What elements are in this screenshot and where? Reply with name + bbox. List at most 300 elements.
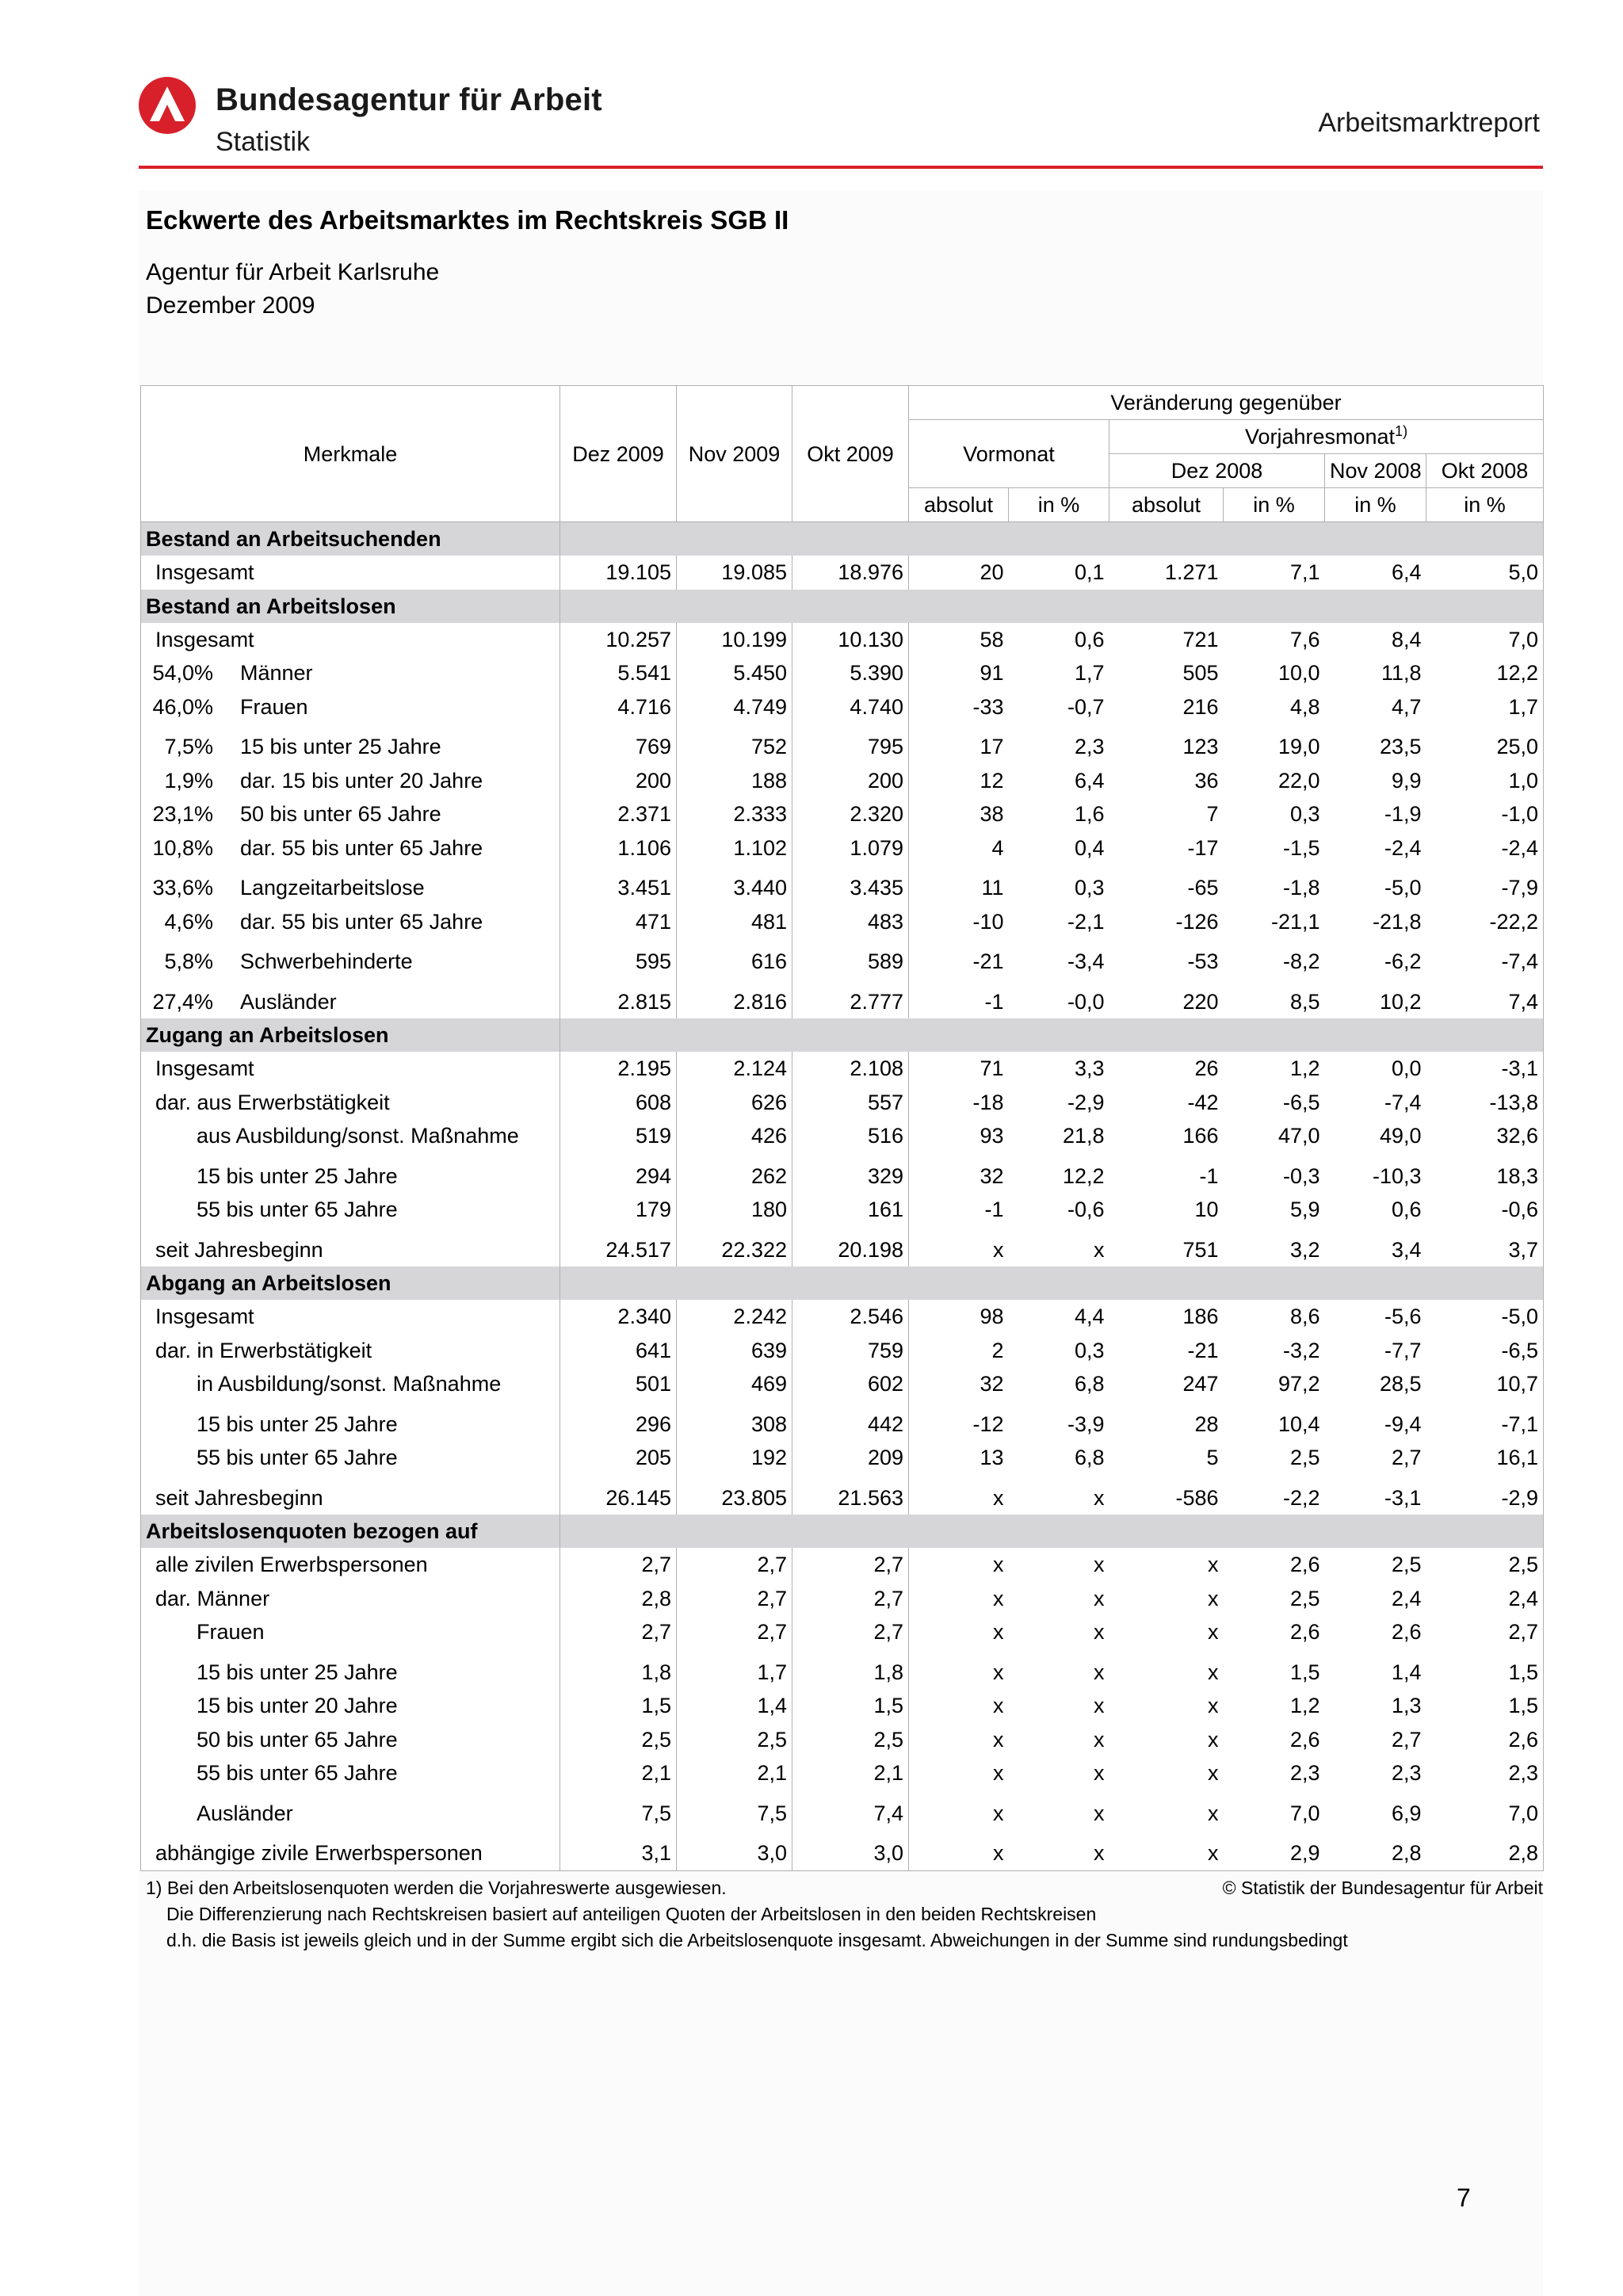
- value-cell: 36: [1194, 768, 1219, 793]
- value-cell: 1,7: [1074, 661, 1105, 686]
- value-cell: 296: [560, 1401, 677, 1442]
- row-label-cell: [141, 1367, 560, 1401]
- value-cell: -126: [1175, 909, 1219, 934]
- table-row: [141, 1334, 1544, 1368]
- row-label: Langzeitarbeitslose: [240, 876, 425, 900]
- header-vormonat-absolut: absolut: [909, 488, 1009, 522]
- value-cell: 4.749: [677, 690, 792, 724]
- value-cell: 21,8: [1062, 1124, 1105, 1148]
- row-label: seit Jahresbeginn: [155, 1485, 323, 1510]
- row-label-cell: [141, 1830, 560, 1870]
- value-cell: 19.105: [560, 556, 677, 590]
- header-nov-2009: Nov 2009: [677, 386, 792, 522]
- value-cell: 23.805: [677, 1475, 792, 1515]
- row-label-wrap: [146, 1689, 555, 1722]
- value-cell: 2,3: [1426, 1756, 1544, 1790]
- footnote-marker: 1): [1395, 423, 1408, 439]
- value-cell: 2.124: [677, 1052, 792, 1086]
- row-label-wrap: [146, 797, 555, 831]
- value-cell: 1,0: [1426, 764, 1544, 798]
- row-label-cell: [141, 1300, 560, 1334]
- value-cell: 123: [1182, 735, 1219, 759]
- value-cell: 4.716: [560, 690, 677, 724]
- vorjahresmonat-label: Vorjahresmonat: [1244, 425, 1396, 449]
- value-cell: 2.777: [792, 979, 909, 1019]
- section-label: Bestand an Arbeitsuchenden: [141, 522, 560, 556]
- value-cell: 759: [792, 1334, 909, 1368]
- value-cell: 20: [909, 556, 1009, 590]
- value-cell: 24.517: [560, 1227, 677, 1267]
- value-cell: 32,6: [1426, 1119, 1544, 1153]
- value-cell: x: [1208, 1801, 1219, 1825]
- value-cell: -3,1: [1426, 1052, 1544, 1086]
- value-cell: 7,0: [1289, 1801, 1320, 1825]
- value-cell: -3,1: [1384, 1485, 1422, 1510]
- footnote-line-1: 1) Bei den Arbeitslosenquoten werden die Vorjahreswerte ausgewiesen.: [146, 1878, 727, 1898]
- row-label: Frauen: [240, 694, 308, 719]
- row-label-wrap: [146, 1052, 555, 1085]
- value-cell: 49,0: [1379, 1124, 1422, 1148]
- row-label-wrap: [146, 1481, 555, 1515]
- table-row: [141, 1475, 1544, 1515]
- value-cell: -1,0: [1426, 797, 1544, 831]
- value-cell: 5,0: [1426, 556, 1544, 590]
- value-cell: 2.546: [792, 1300, 909, 1334]
- header-okt-2008: Okt 2008: [1426, 454, 1544, 488]
- row-label-wrap: [146, 871, 555, 904]
- share-percent: 5,8%: [164, 949, 213, 974]
- row-label-cell: [141, 1401, 560, 1442]
- value-cell: 721: [1182, 627, 1219, 651]
- value-cell: 200: [560, 764, 677, 798]
- value-cell: 18.976: [792, 556, 909, 590]
- value-cell: x: [1094, 1660, 1105, 1684]
- value-cell: -21,8: [1372, 909, 1422, 934]
- value-cell: -2,9: [1426, 1475, 1544, 1515]
- value-cell: 2,7: [1426, 1615, 1544, 1649]
- value-cell: 1.079: [792, 831, 909, 865]
- row-label-wrap: [146, 1441, 555, 1474]
- value-cell: 2.333: [677, 797, 792, 831]
- value-cell: 2,8: [1325, 1830, 1426, 1870]
- value-cell: 4.740: [792, 690, 909, 724]
- value-cell: 752: [677, 724, 792, 764]
- row-label-wrap: [146, 831, 555, 865]
- value-cell: -21,1: [1270, 909, 1320, 934]
- header-nov-2008-pct: in %: [1325, 488, 1426, 522]
- value-cell: -17: [1187, 835, 1219, 860]
- table-row: [141, 1193, 1544, 1227]
- value-cell: x: [909, 1723, 1009, 1757]
- value-cell: -0,7: [1067, 694, 1105, 719]
- value-cell: 2,5: [792, 1723, 909, 1757]
- value-cell: 0,6: [1391, 1198, 1422, 1222]
- row-label-wrap: [146, 556, 555, 589]
- value-cell: 2,7: [677, 1548, 792, 1582]
- table-row: [141, 556, 1544, 590]
- row-label-cell: [141, 623, 560, 657]
- value-cell: 18,3: [1426, 1153, 1544, 1194]
- value-cell: x: [909, 1689, 1009, 1723]
- row-label-cell: [141, 690, 560, 724]
- value-cell: 308: [677, 1401, 792, 1442]
- value-cell: -2,2: [1282, 1485, 1320, 1510]
- row-label-wrap: [146, 690, 555, 724]
- value-cell: -7,4: [1384, 1090, 1422, 1114]
- row-label-cell: [141, 1723, 560, 1757]
- header-okt-2008-pct: in %: [1426, 488, 1544, 522]
- row-label: dar. aus Erwerbstätigkeit: [155, 1090, 390, 1114]
- row-label-wrap: [146, 1408, 555, 1441]
- row-label-cell: [141, 1086, 560, 1120]
- value-cell: -10,3: [1372, 1163, 1422, 1188]
- ba-logo-icon: [139, 77, 196, 134]
- value-cell: 8,6: [1289, 1305, 1320, 1329]
- row-label-cell: [141, 1153, 560, 1194]
- value-cell: 2,7: [677, 1615, 792, 1649]
- value-cell: 501: [560, 1367, 677, 1401]
- row-label-wrap: [146, 1367, 555, 1400]
- row-label-cell: [141, 1689, 560, 1723]
- value-cell: x: [1208, 1761, 1219, 1786]
- share-percent: 27,4%: [152, 989, 213, 1014]
- value-cell: x: [1208, 1727, 1219, 1752]
- section-filler: [560, 1266, 1544, 1300]
- value-cell: -42: [1187, 1090, 1219, 1114]
- value-cell: 10,4: [1277, 1412, 1320, 1436]
- value-cell: 2.816: [677, 979, 792, 1019]
- row-label-wrap: [146, 1159, 555, 1193]
- value-cell: 2,5: [677, 1723, 792, 1757]
- value-cell: -7,9: [1426, 865, 1544, 905]
- value-cell: 2.815: [560, 979, 677, 1019]
- value-cell: 2,6: [1289, 1553, 1320, 1577]
- value-cell: x: [1094, 1801, 1105, 1825]
- header-vorjahr-pct: in %: [1224, 488, 1325, 522]
- value-cell: 22,0: [1277, 768, 1320, 793]
- value-cell: -13,8: [1426, 1086, 1544, 1120]
- table-row: [141, 831, 1544, 865]
- value-cell: 10,7: [1426, 1367, 1544, 1401]
- row-label-wrap: [146, 1582, 555, 1615]
- row-label-wrap: [146, 1334, 555, 1367]
- value-cell: -33: [909, 690, 1009, 724]
- value-cell: 13: [909, 1441, 1009, 1475]
- value-cell: 5,9: [1289, 1198, 1320, 1222]
- value-cell: 2,3: [1074, 735, 1105, 759]
- table-row: [141, 1615, 1544, 1649]
- value-cell: 12,2: [1062, 1163, 1105, 1188]
- row-label-cell: [141, 1475, 560, 1515]
- value-cell: 1,5: [560, 1689, 677, 1723]
- value-cell: -6,5: [1426, 1334, 1544, 1368]
- value-cell: 91: [909, 656, 1009, 690]
- row-label: aus Ausbildung/sonst. Maßnahme: [197, 1124, 519, 1148]
- table-row: [141, 1367, 1544, 1401]
- value-cell: 2,7: [677, 1582, 792, 1616]
- value-cell: 2.108: [792, 1052, 909, 1086]
- table-row: [141, 764, 1544, 798]
- value-cell: -3,9: [1067, 1412, 1105, 1436]
- value-cell: -0,6: [1426, 1193, 1544, 1227]
- row-label-cell: [141, 1756, 560, 1790]
- row-label-cell: [141, 1441, 560, 1475]
- page-number: 7: [1457, 2183, 1471, 2212]
- section-filler: [560, 522, 1544, 556]
- table-row: [141, 1830, 1544, 1870]
- value-cell: x: [1094, 1586, 1105, 1610]
- value-cell: 2.340: [560, 1300, 677, 1334]
- value-cell: 32: [909, 1367, 1009, 1401]
- row-label: dar. in Erwerbstätigkeit: [155, 1338, 372, 1362]
- value-cell: 602: [792, 1367, 909, 1401]
- table-row: [141, 1119, 1544, 1153]
- value-cell: x: [1094, 1620, 1105, 1645]
- value-cell: 2,7: [560, 1548, 677, 1582]
- header-vormonat: Vormonat: [909, 420, 1109, 488]
- row-label-cell: [141, 1119, 560, 1153]
- table-row: [141, 1582, 1544, 1616]
- section-header-row: [141, 1515, 1544, 1548]
- value-cell: 179: [560, 1193, 677, 1227]
- row-label-cell: [141, 865, 560, 905]
- value-cell: 2,9: [1224, 1830, 1325, 1870]
- value-cell: 1,5: [1426, 1689, 1544, 1723]
- value-cell: x: [909, 1227, 1009, 1267]
- value-cell: 5: [1206, 1446, 1219, 1470]
- header-divider: [139, 166, 1543, 169]
- share-percent: 33,6%: [152, 876, 213, 900]
- value-cell: 2.242: [677, 1300, 792, 1334]
- row-label-wrap: [146, 945, 555, 978]
- row-label: 55 bis unter 65 Jahre: [197, 1198, 398, 1222]
- row-label-cell: [141, 1334, 560, 1368]
- section-filler: [560, 1018, 1544, 1052]
- value-cell: x: [1208, 1694, 1219, 1718]
- value-cell: 26: [1194, 1056, 1219, 1081]
- value-cell: 589: [792, 938, 909, 979]
- value-cell: 5.541: [560, 656, 677, 690]
- value-cell: 608: [560, 1086, 677, 1120]
- row-label-cell: [141, 905, 560, 939]
- value-cell: 220: [1182, 989, 1219, 1014]
- header-vorjahresmonat: [1109, 420, 1544, 454]
- value-cell: 2.371: [560, 797, 677, 831]
- value-cell: 28,5: [1379, 1372, 1422, 1396]
- value-cell: 2,7: [1391, 1727, 1422, 1752]
- row-label: dar. 15 bis unter 20 Jahre: [240, 768, 483, 793]
- value-cell: 161: [792, 1193, 909, 1227]
- value-cell: x: [909, 1475, 1009, 1515]
- value-cell: 2,6: [1426, 1723, 1544, 1757]
- value-cell: 2,7: [792, 1548, 909, 1582]
- table-row: [141, 1052, 1544, 1086]
- org-subtitle: Statistik: [216, 127, 311, 157]
- share-percent: 54,0%: [152, 661, 213, 686]
- value-cell: -12: [909, 1401, 1009, 1442]
- value-cell: -2,9: [1067, 1090, 1105, 1114]
- value-cell: 0,3: [1074, 1338, 1105, 1362]
- row-label: 50 bis unter 65 Jahre: [197, 1727, 398, 1752]
- value-cell: -5,0: [1426, 1300, 1544, 1334]
- value-cell: 10.130: [792, 623, 909, 657]
- section-label: Abgang an Arbeitslosen: [141, 1266, 560, 1300]
- value-cell: 11: [909, 865, 1009, 905]
- value-cell: x: [909, 1615, 1009, 1649]
- value-cell: -2,4: [1426, 831, 1544, 865]
- value-cell: 16,1: [1426, 1441, 1544, 1475]
- value-cell: 7,5: [560, 1790, 677, 1831]
- value-cell: 98: [909, 1300, 1009, 1334]
- value-cell: 505: [1182, 661, 1219, 686]
- value-cell: x: [1094, 1237, 1105, 1262]
- value-cell: 1,5: [792, 1689, 909, 1723]
- value-cell: 47,0: [1277, 1124, 1320, 1148]
- row-label-cell: [141, 1615, 560, 1649]
- table-row: [141, 979, 1544, 1019]
- copyright: © Statistik der Bundesagentur für Arbeit: [1222, 1878, 1543, 1898]
- table-row: [141, 1300, 1544, 1334]
- agency-name: Agentur für Arbeit Karlsruhe: [146, 259, 440, 285]
- row-label-wrap: [146, 1193, 555, 1226]
- value-cell: 4: [909, 831, 1009, 865]
- row-label: 55 bis unter 65 Jahre: [197, 1446, 398, 1470]
- row-label-cell: [141, 1582, 560, 1616]
- value-cell: 166: [1182, 1124, 1219, 1148]
- value-cell: 6,8: [1074, 1372, 1105, 1396]
- value-cell: -21: [1187, 1338, 1219, 1362]
- value-cell: 4,7: [1391, 694, 1422, 719]
- value-cell: 93: [909, 1119, 1009, 1153]
- value-cell: 1,4: [677, 1689, 792, 1723]
- table-row: [141, 1723, 1544, 1757]
- value-cell: x: [1094, 1485, 1105, 1510]
- value-cell: -53: [1187, 949, 1219, 974]
- row-label: 15 bis unter 25 Jahre: [197, 1163, 398, 1188]
- value-cell: 247: [1182, 1372, 1219, 1396]
- value-cell: 8,5: [1289, 989, 1320, 1014]
- value-cell: 294: [560, 1153, 677, 1194]
- value-cell: 9,9: [1391, 768, 1422, 793]
- value-cell: -8,2: [1282, 949, 1320, 974]
- value-cell: 38: [909, 797, 1009, 831]
- value-cell: 10.199: [677, 623, 792, 657]
- labour-market-table: [140, 385, 1544, 1871]
- value-cell: 0,3: [1074, 876, 1105, 900]
- value-cell: 12: [909, 764, 1009, 798]
- value-cell: -0,3: [1282, 1163, 1320, 1188]
- header-vorjahr-absolut: absolut: [1109, 488, 1224, 522]
- value-cell: x: [1009, 1830, 1109, 1870]
- value-cell: 2,4: [1391, 1586, 1422, 1610]
- table-row: [141, 1548, 1544, 1582]
- row-label-cell: [141, 831, 560, 865]
- row-label-wrap: [146, 623, 555, 656]
- value-cell: 329: [792, 1153, 909, 1194]
- value-cell: 442: [792, 1401, 909, 1442]
- table-row: [141, 938, 1544, 979]
- value-cell: 7,6: [1289, 627, 1320, 651]
- value-cell: -9,4: [1384, 1412, 1422, 1436]
- value-cell: 1,5: [1289, 1660, 1320, 1684]
- value-cell: 2,6: [1391, 1620, 1422, 1645]
- value-cell: 1,8: [792, 1649, 909, 1690]
- row-label: Insgesamt: [155, 1056, 254, 1081]
- section-header-row: [141, 1266, 1544, 1300]
- row-label: Insgesamt: [155, 560, 254, 585]
- value-cell: 3,7: [1426, 1227, 1544, 1267]
- value-cell: -1: [1199, 1163, 1219, 1188]
- value-cell: 2,7: [560, 1615, 677, 1649]
- value-cell: -1,8: [1282, 876, 1320, 900]
- value-cell: 2,7: [1391, 1446, 1422, 1470]
- report-name: Arbeitsmarktreport: [1318, 108, 1540, 138]
- value-cell: 32: [909, 1153, 1009, 1194]
- row-label-wrap: [146, 985, 555, 1018]
- value-cell: 2,3: [1391, 1761, 1422, 1786]
- value-cell: x: [909, 1548, 1009, 1582]
- value-cell: 7: [1206, 802, 1219, 827]
- value-cell: 641: [560, 1334, 677, 1368]
- table-row: [141, 1441, 1544, 1475]
- value-cell: 1,8: [560, 1649, 677, 1690]
- value-cell: -5,0: [1384, 876, 1422, 900]
- row-label-wrap: [146, 656, 555, 690]
- value-cell: 5.390: [792, 656, 909, 690]
- value-cell: 2.320: [792, 797, 909, 831]
- value-cell: -7,7: [1384, 1338, 1422, 1362]
- value-cell: 769: [560, 724, 677, 764]
- row-label-cell: [141, 1052, 560, 1086]
- value-cell: -65: [1187, 876, 1219, 900]
- row-label-wrap: [146, 764, 555, 797]
- value-cell: 192: [677, 1441, 792, 1475]
- row-label-cell: [141, 1649, 560, 1690]
- value-cell: -586: [1175, 1485, 1219, 1510]
- report-month: Dezember 2009: [146, 292, 315, 319]
- row-label: Schwerbehinderte: [240, 949, 413, 974]
- row-label-wrap: [146, 1119, 555, 1152]
- table-row: [141, 724, 1544, 764]
- value-cell: 2,6: [1289, 1727, 1320, 1752]
- row-label-cell: [141, 724, 560, 764]
- value-cell: 25,0: [1426, 724, 1544, 764]
- table-row: [141, 623, 1544, 657]
- value-cell: 0,6: [1074, 627, 1105, 651]
- value-cell: -6,2: [1384, 949, 1422, 974]
- table-row: [141, 1086, 1544, 1120]
- row-label: Ausländer: [240, 989, 337, 1014]
- value-cell: 17: [909, 724, 1009, 764]
- value-cell: 1.106: [560, 831, 677, 865]
- value-cell: 186: [1182, 1305, 1219, 1329]
- value-cell: 19.085: [677, 556, 792, 590]
- row-label-wrap: [146, 1756, 555, 1790]
- row-label-cell: [141, 797, 560, 831]
- value-cell: -3,2: [1282, 1338, 1320, 1362]
- row-label-wrap: [146, 1615, 555, 1648]
- footnote-line-3: d.h. die Basis ist jeweils gleich und in der Summe ergibt sich die Arbeitslosenquote insgesamt. Abweichungen in der Summe sind rundungsbedingt: [166, 1930, 1348, 1950]
- value-cell: 1,4: [1391, 1660, 1422, 1684]
- value-cell: -2,4: [1384, 835, 1422, 860]
- table-row: [141, 1756, 1544, 1790]
- value-cell: 23,5: [1379, 735, 1422, 759]
- value-cell: 21.563: [792, 1475, 909, 1515]
- value-cell: 1,3: [1391, 1694, 1422, 1718]
- value-cell: 0,1: [1074, 560, 1105, 585]
- value-cell: 2,3: [1289, 1761, 1320, 1786]
- value-cell: 6,8: [1074, 1446, 1105, 1470]
